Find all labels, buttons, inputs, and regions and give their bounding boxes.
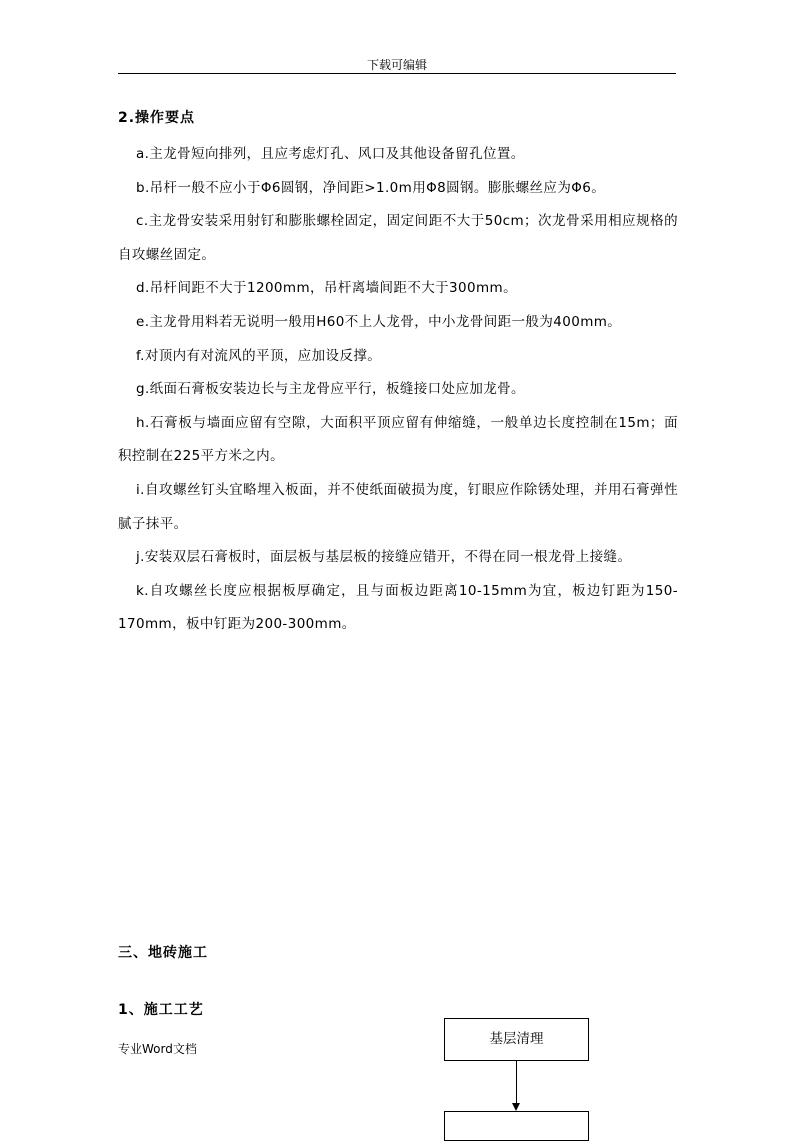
header-divider [118, 73, 676, 74]
section-title-process: 1、施工工艺 [118, 1002, 204, 1018]
operation-point-g: g.纸面石膏板安装边长与主龙骨应平行，板缝接口处应加龙骨。 [136, 381, 525, 398]
operation-point-f: f.对顶内有对流风的平顶，应加设反撑。 [136, 347, 382, 364]
operation-point-k: k.自攻螺丝长度应根据板厚确定，且与面板边距离10-15mm为宜，板边钉距为150-170mm，板中钉距为200-300mm。 [118, 582, 678, 633]
operation-point-b: b.吊杆一般不应小于Φ6圆钢，净间距>1.0m用Φ8圆钢。膨胀螺丝应为Φ6。 [136, 179, 606, 196]
flowchart-arrow-head [512, 1103, 520, 1111]
operation-point-h: h.石膏板与墙面应留有空隙，大面积平顶应留有伸缩缝，一般单边长度控制在15m；面积控制在225平方米之内。 [118, 414, 678, 465]
flowchart-arrow [516, 1060, 517, 1103]
operation-point-i: i.自攻螺丝钉头宜略埋入板面，并不使纸面破损为度，钉眼应作除锈处理，并用石膏弹性腻子抹平。 [118, 481, 678, 532]
operation-point-c: c.主龙骨安装采用射钉和膨胀螺栓固定，固定间距不大于50cm；次龙骨采用相应规格的自攻螺丝固定。 [118, 213, 678, 263]
operation-point-a: a.主龙骨短向排列，且应考虑灯孔、风口及其他设备留孔位置。 [136, 146, 525, 162]
section-title-floor-tile: 三、地砖施工 [118, 945, 208, 961]
flowchart-next-step [444, 1111, 589, 1141]
flowchart-step-base-cleaning: 基层清理 [444, 1018, 589, 1061]
page-header: 下载可编辑 [366, 58, 427, 72]
section-title-operation: 2.操作要点 [118, 110, 196, 126]
operation-point-j: j.安装双层石膏板时，面层板与基层板的接缝应错开，不得在同一根龙骨上接缝。 [136, 549, 632, 566]
page-footer: 专业Word文档 [118, 1042, 197, 1056]
operation-point-d: d.吊杆间距不大于1200mm，吊杆离墙间距不大于300mm。 [136, 280, 517, 297]
operation-points-list [118, 138, 678, 642]
operation-point-e: e.主龙骨用料若无说明一般用H60不上人龙骨，中小龙骨间距一般为400mm。 [136, 313, 622, 330]
